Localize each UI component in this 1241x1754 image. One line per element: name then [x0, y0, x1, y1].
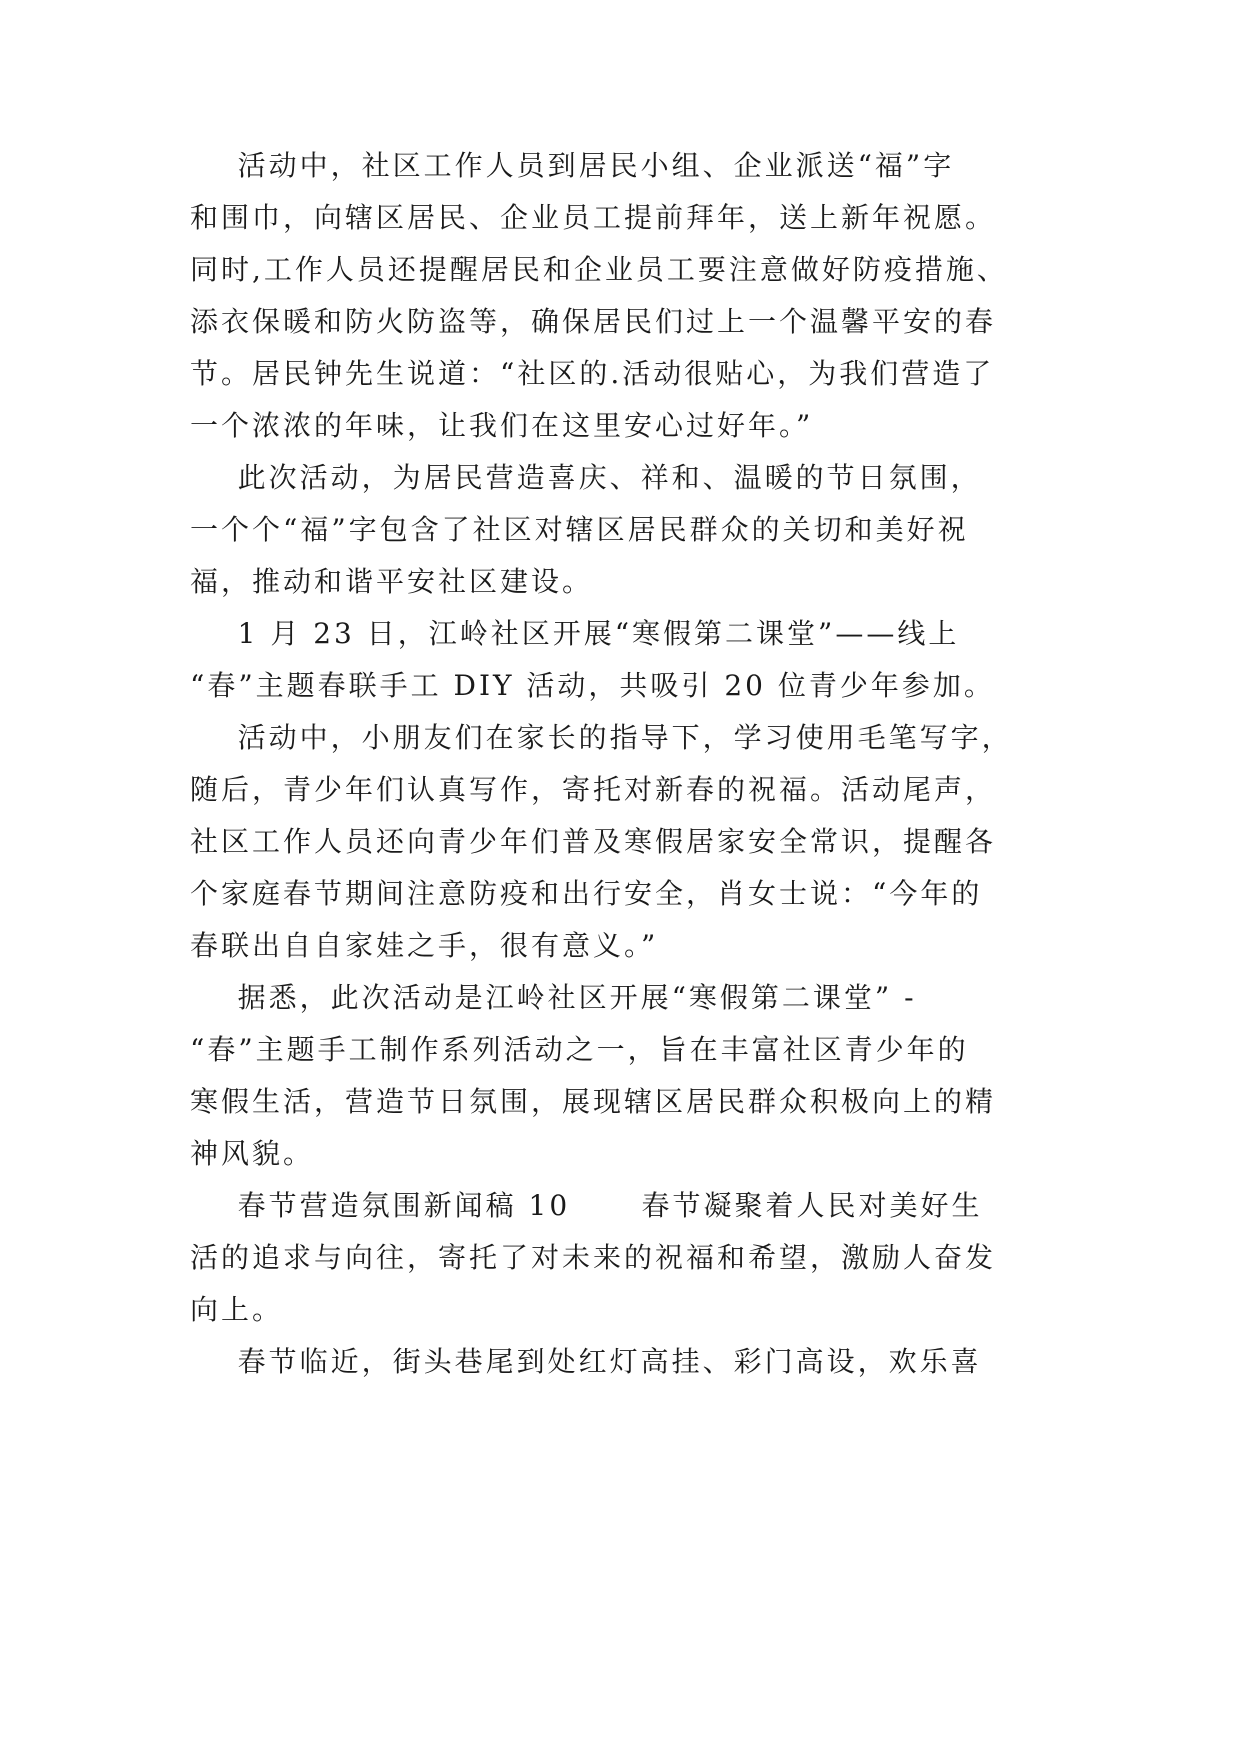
- text-line: 随后，青少年们认真写作，寄托对新春的祝福。活动尾声，: [190, 773, 997, 806]
- text-line: 活的追求与向往，寄托了对未来的祝福和希望，激励人奋发: [190, 1241, 997, 1274]
- text-line: 神风貌。: [190, 1137, 315, 1170]
- text-line: 1 月 23 日，江岭社区开展“寒假第二课堂”——线上: [190, 617, 960, 650]
- text-line: “春”主题手工制作系列活动之一，旨在丰富社区青少年的: [190, 1033, 969, 1066]
- text-line: 福，推动和谐平安社区建设。: [190, 565, 594, 598]
- text-line: 活动中，小朋友们在家长的指导下，学习使用毛笔写字，: [190, 721, 1013, 754]
- text-line: 添衣保暖和防火防盗等，确保居民们过上一个温馨平安的春: [190, 305, 997, 338]
- text-line: 节。居民钟先生说道：“社区的.活动很贴心，为我们营造了: [190, 357, 995, 390]
- text-line: 和围巾，向辖区居民、企业员工提前拜年，送上新年祝愿。: [190, 201, 997, 234]
- text-line: 同时,工作人员还提醒居民和企业员工要注意做好防疫措施、: [190, 253, 1008, 286]
- text-line: 社区工作人员还向青少年们普及寒假居家安全常识，提醒各: [190, 825, 997, 858]
- text-line: 个家庭春节期间注意防疫和出行安全，肖女士说：“今年的: [190, 877, 983, 910]
- text-line: 春节营造氛围新闻稿 10 春节凝聚着人民对美好生: [190, 1189, 983, 1222]
- text-line: 活动中，社区工作人员到居民小组、企业派送“福”字: [190, 149, 955, 182]
- text-line: 向上。: [190, 1293, 284, 1326]
- text-line: 据悉，此次活动是江岭社区开展“寒假第二课堂” -: [190, 981, 917, 1014]
- text-line: 一个浓浓的年味，让我们在这里安心过好年。”: [190, 409, 814, 442]
- text-line: 一个个“福”字包含了社区对辖区居民群众的关切和美好祝: [190, 513, 969, 546]
- text-line: 寒假生活，营造节日氛围，展现辖区居民群众积极向上的精: [190, 1085, 997, 1118]
- text-line: “春”主题春联手工 DIY 活动，共吸引 20 位青少年参加。: [190, 669, 995, 702]
- text-line: 春联出自自家娃之手，很有意义。”: [190, 929, 659, 962]
- text-line: 此次活动，为居民营造喜庆、祥和、温暖的节日氛围，: [190, 461, 982, 494]
- text-line: 春节临近，街头巷尾到处红灯高挂、彩门高设，欢乐喜: [190, 1345, 982, 1378]
